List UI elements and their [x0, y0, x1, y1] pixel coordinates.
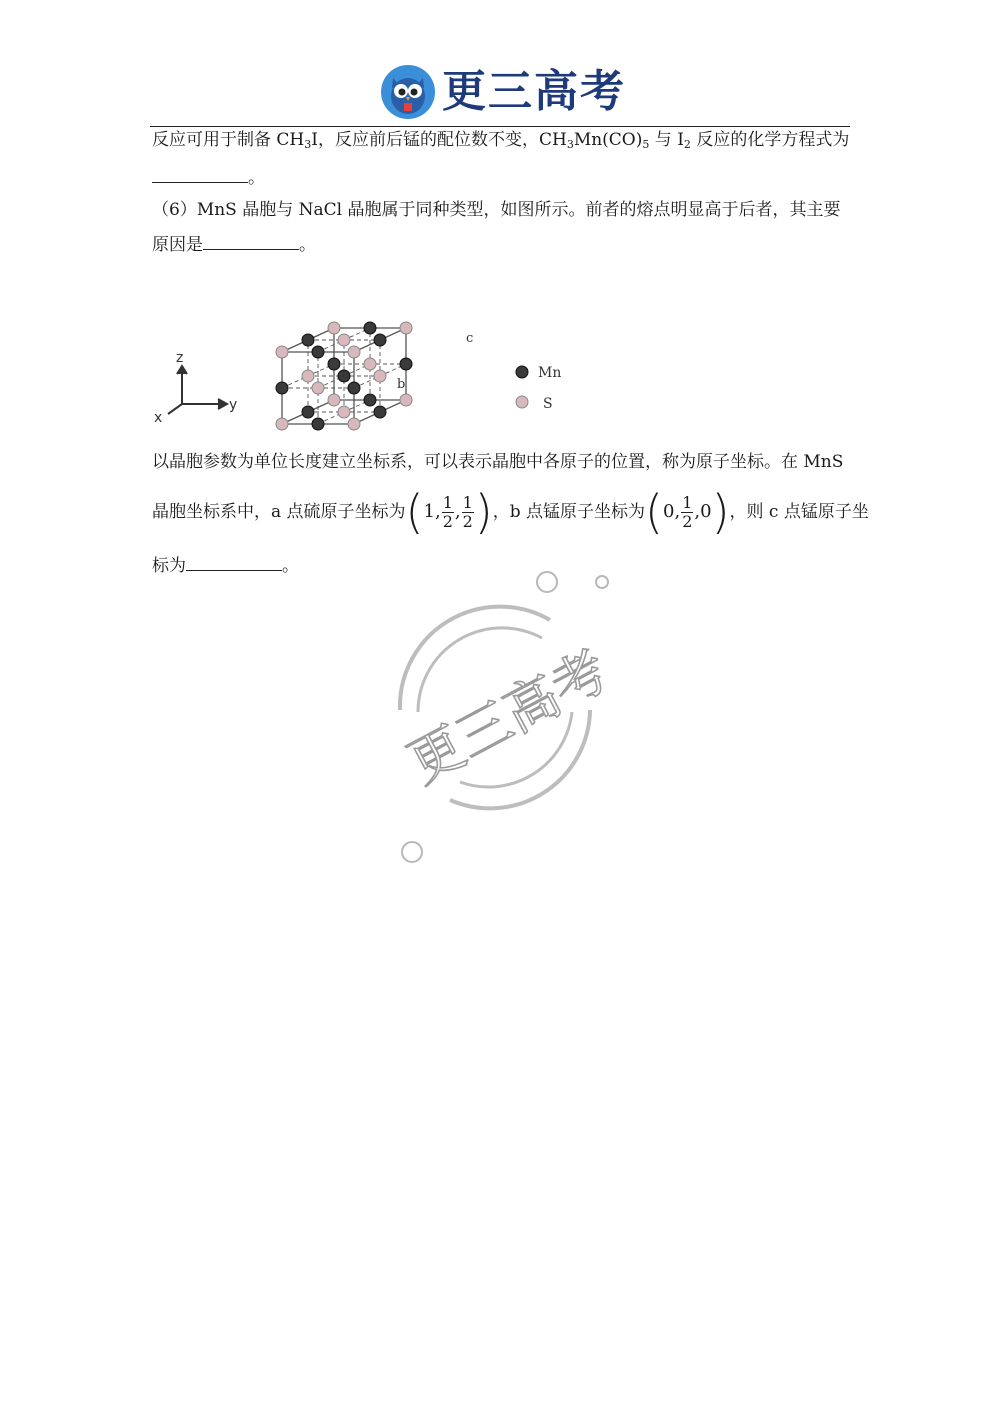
- decor-circle: [402, 842, 422, 862]
- mn-atom: [364, 322, 376, 334]
- axis-x-label: x: [154, 410, 163, 426]
- text-seg: I，反应前后锰的配位数不变，CH: [311, 130, 567, 150]
- legend-s-marker: [516, 396, 528, 408]
- s-atom: [348, 418, 360, 430]
- mn-atom: [364, 394, 376, 406]
- text-seg: Mn(CO): [573, 130, 643, 150]
- s-atom: [328, 394, 340, 406]
- s-atom: [348, 346, 360, 358]
- question-6-line-2: [152, 231, 852, 257]
- point-a-label: a: [342, 367, 350, 382]
- decor-circle: [596, 576, 608, 588]
- mn-atom: [276, 382, 288, 394]
- legend: [516, 365, 561, 412]
- s-atom: [338, 406, 350, 418]
- watermark-text: 更三高考: [398, 638, 619, 796]
- mn-atom: [302, 406, 314, 418]
- question-6-line-1: （6）MnS 晶胞与 NaCl 晶胞属于同种类型，如图所示。前者的熔点明显高于后者，其主要: [152, 200, 841, 220]
- legend-mn-label: Mn: [538, 365, 562, 381]
- fraction: $\frac{1}{2}$: [682, 492, 693, 531]
- mn-atom: [302, 334, 314, 346]
- mn-atom: [312, 346, 324, 358]
- page-header: [0, 60, 1000, 122]
- subscript: 3: [304, 138, 312, 151]
- s-atom: [276, 346, 288, 358]
- mn-atom: [328, 358, 340, 370]
- s-atom: [328, 322, 340, 334]
- coord-value: 0: [700, 501, 712, 522]
- coordinate-a: ( 1 , $\frac{1}{2}$ , $\frac{1}{2}$ ): [405, 485, 493, 539]
- legend-mn-marker: [516, 366, 528, 378]
- header-rule: [150, 126, 850, 127]
- coord-value: 1: [423, 501, 435, 522]
- mns-crystal-cell-figure: [150, 262, 610, 434]
- text-seg: 。: [299, 235, 316, 255]
- subscript: 5: [642, 138, 650, 151]
- answer-blank[interactable]: [152, 164, 248, 183]
- s-atom: [312, 382, 324, 394]
- axis-y-label: y: [229, 397, 238, 413]
- text-line-answer-blank: [152, 164, 852, 190]
- brand-title: 更三高考: [442, 66, 626, 117]
- s-atom: [400, 394, 412, 406]
- point-b-label: b: [397, 377, 406, 392]
- text-seg: 。: [282, 556, 299, 576]
- text-seg: 。: [248, 168, 265, 188]
- text-seg: ，b 点锰原子坐标为: [492, 502, 646, 522]
- legend-s-label: S: [543, 396, 553, 412]
- s-atom: [276, 418, 288, 430]
- answer-blank[interactable]: [186, 552, 282, 571]
- text-line-reaction: [152, 128, 852, 152]
- fraction: $\frac{1}{2}$: [462, 492, 473, 531]
- mn-atom: [374, 334, 386, 346]
- text-seg: ，则 c 点锰原子坐: [729, 502, 869, 522]
- text-seg: 原因是: [152, 235, 203, 255]
- answer-blank[interactable]: [203, 231, 299, 250]
- mn-atom: [312, 418, 324, 430]
- mn-atom: [348, 382, 360, 394]
- axis-z-label: z: [176, 350, 184, 366]
- subscript: 2: [683, 138, 691, 151]
- axes-diagram: [168, 366, 227, 414]
- paragraph-line-2: [152, 485, 869, 539]
- text-seg: 反应的化学方程式为: [690, 130, 850, 150]
- decor-circle: [537, 572, 557, 592]
- mn-atom: [374, 406, 386, 418]
- point-c-label: c: [466, 331, 474, 346]
- coord-value: 0: [663, 501, 675, 522]
- s-atom: [338, 334, 350, 346]
- subscript: 3: [566, 138, 574, 151]
- fraction: $\frac{1}{2}$: [442, 492, 453, 531]
- coordinate-b: ( 0 , $\frac{1}{2}$ , 0 ): [645, 485, 730, 539]
- s-atom: [364, 358, 376, 370]
- text-seg: 反应可用于制备 CH: [152, 130, 305, 150]
- s-atom: [374, 370, 386, 382]
- mn-atom: [400, 358, 412, 370]
- s-atom: [302, 370, 314, 382]
- watermark-stamp: [360, 560, 660, 870]
- text-seg: 与 I: [649, 130, 684, 150]
- text-seg: 标为: [152, 556, 186, 576]
- paragraph-line-1: 以晶胞参数为单位长度建立坐标系，可以表示晶胞中各原子的位置，称为原子坐标。在 MnS: [152, 452, 844, 472]
- owl-mascot-icon: [380, 64, 436, 120]
- s-atom: [400, 322, 412, 334]
- text-seg: 晶胞坐标系中，a 点硫原子坐标为: [152, 502, 406, 522]
